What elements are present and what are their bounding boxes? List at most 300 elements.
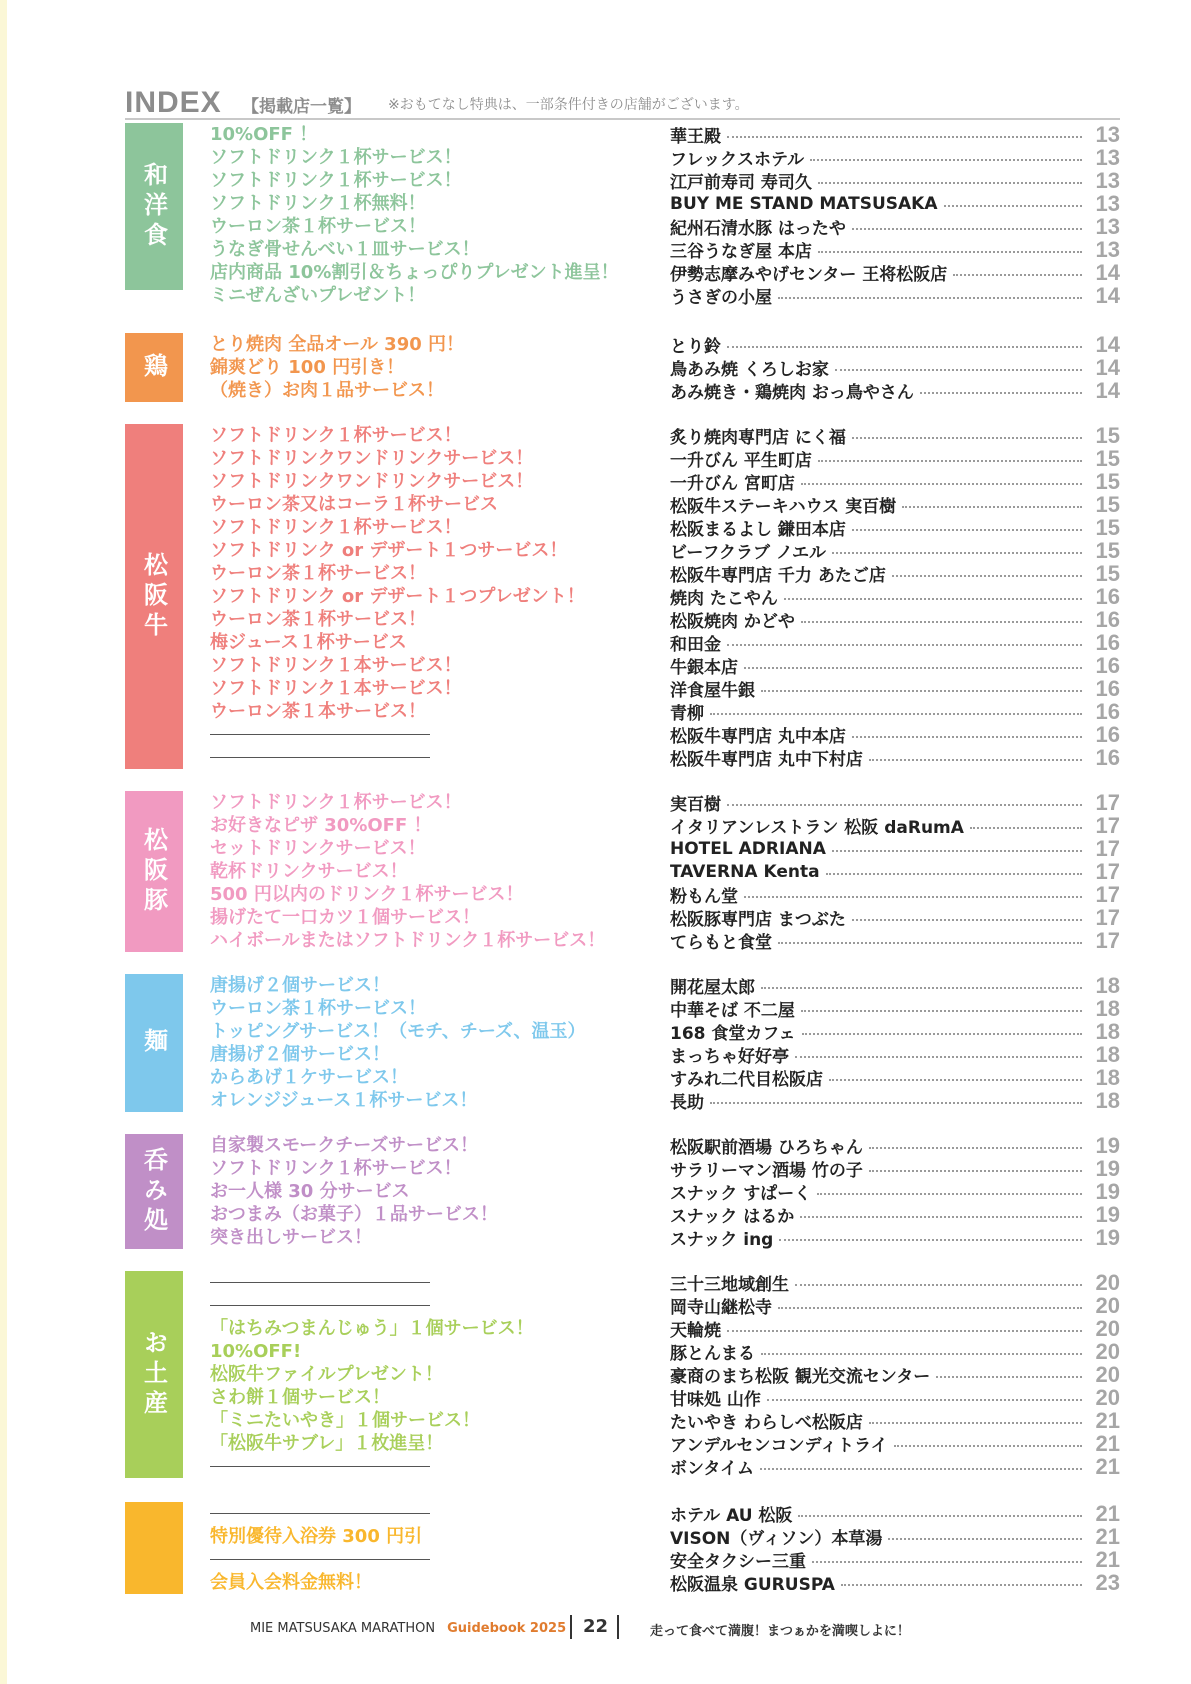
- offer: 唐揚げ２個サービス！: [210, 1044, 390, 1065]
- page-number: 21: [1095, 1430, 1120, 1456]
- shop-row[interactable]: [670, 974, 1120, 997]
- offer: ソフトドリンク or デザート１つプレゼント！: [210, 586, 585, 607]
- leader-dots: [795, 1056, 1082, 1058]
- page-number: 17: [1095, 789, 1120, 815]
- shop-name: 一升びん 宮町店: [670, 474, 795, 494]
- shop-name: フレックスホテル: [670, 150, 805, 170]
- offer: ソフトドリンクワンドリンクサービス！: [210, 448, 534, 469]
- shop-row[interactable]: [670, 883, 1120, 906]
- offer: （焼き）お肉１品サービス！: [210, 380, 444, 401]
- page-number: 14: [1095, 282, 1120, 308]
- shop-row[interactable]: [670, 1455, 1120, 1478]
- page-number: 15: [1095, 537, 1120, 563]
- leader-dots: [869, 1147, 1082, 1149]
- footer-slogan: 走って食べて満腹！まつぁかを満喫しよに！: [650, 1624, 910, 1639]
- index-subtitle: 【掲載店一覧】: [242, 97, 361, 117]
- shop-name: 実百樹: [670, 795, 721, 815]
- offer: ソフトドリンク１杯サービス！: [210, 792, 462, 813]
- shop-row[interactable]: [670, 677, 1120, 700]
- leader-dots: [812, 1561, 1082, 1563]
- shop-name: 和田金: [670, 635, 721, 655]
- leader-dots: [801, 483, 1082, 485]
- shop-name: まっちゃ好好亭: [670, 1047, 789, 1067]
- shop-row[interactable]: [670, 379, 1120, 402]
- category-tab-miyage: [125, 1271, 183, 1478]
- shop-name: 焼肉 たこやん: [670, 589, 778, 609]
- offer: ソフトドリンク１杯サービス！: [210, 147, 462, 168]
- leader-dots: [784, 598, 1082, 600]
- footer-divider: [617, 1615, 619, 1639]
- leader-dots: [835, 369, 1082, 371]
- page-number: 20: [1095, 1292, 1120, 1318]
- offer: 突き出しサービス！: [210, 1227, 372, 1248]
- leader-dots: [727, 644, 1082, 646]
- offer: 特別優待入浴券 300 円引: [210, 1526, 423, 1547]
- offer: お好きなピザ 30%OFF ！: [210, 815, 432, 836]
- leader-dots: [727, 804, 1082, 806]
- shop-row[interactable]: [670, 1203, 1120, 1226]
- shop-name: 岡寺山継松寺: [670, 1298, 772, 1318]
- page-number: 18: [1095, 972, 1120, 998]
- shop-row[interactable]: [670, 585, 1120, 608]
- shop-list: [670, 1134, 1120, 1249]
- shop-name: たいやき わらしべ松阪店: [670, 1413, 863, 1433]
- offer: ウーロン茶１杯サービス！: [210, 216, 426, 237]
- offer: ミニぜんざいプレゼント！: [210, 285, 426, 306]
- leader-dots: [761, 690, 1082, 692]
- shop-name: 安全タクシー三重: [670, 1552, 806, 1572]
- leader-dots: [800, 1216, 1082, 1218]
- shop-row[interactable]: [670, 631, 1120, 654]
- offer: 10%OFF!: [210, 1341, 302, 1362]
- leader-dots: [760, 1468, 1082, 1470]
- shop-row[interactable]: [670, 1317, 1120, 1340]
- offer: ソフトドリンクワンドリンクサービス！: [210, 471, 534, 492]
- shop-name: 中華そば 不二屋: [670, 1001, 795, 1021]
- shop-row[interactable]: [670, 123, 1120, 146]
- shop-row[interactable]: [670, 493, 1120, 516]
- leader-dots: [710, 713, 1082, 715]
- leader-dots: [778, 1307, 1082, 1309]
- offer: 店内商品 10%割引＆ちょっぴりプレゼント進呈！: [210, 262, 619, 283]
- shop-row[interactable]: [670, 1363, 1120, 1386]
- shop-list: [670, 424, 1120, 769]
- shop-name: 開花屋太郎: [670, 978, 755, 998]
- offer: うなぎ骨せんべい１皿サービス！: [210, 239, 480, 260]
- section-buta: [125, 791, 1120, 952]
- shop-row[interactable]: [670, 1157, 1120, 1180]
- page-number: 20: [1095, 1384, 1120, 1410]
- offer: ソフトドリンク１杯サービス！: [210, 517, 462, 538]
- leader-dots: [818, 251, 1082, 253]
- shop-name: 松阪牛専門店 丸中下村店: [670, 750, 863, 770]
- offer: 唐揚げ２個サービス！: [210, 975, 390, 996]
- shop-name: スナック すぱーく: [670, 1184, 812, 1204]
- shop-row[interactable]: [670, 333, 1120, 356]
- shop-row[interactable]: [670, 654, 1120, 677]
- category-tab-washoku: [125, 123, 183, 290]
- offer: 500 円以内のドリンク１杯サービス！: [210, 884, 524, 905]
- page-footer: [0, 1615, 1191, 1645]
- index-header: [125, 86, 1120, 120]
- offer: 松阪牛ファイルプレゼント！: [210, 1364, 443, 1385]
- shop-name: 粉もん堂: [670, 887, 738, 907]
- footer-divider: [570, 1615, 572, 1639]
- page-number: 21: [1095, 1407, 1120, 1433]
- page-number: 15: [1095, 445, 1120, 471]
- leader-dots: [888, 1538, 1082, 1540]
- category-label: 和洋食: [139, 161, 168, 252]
- leader-dots: [869, 759, 1082, 761]
- shop-row[interactable]: [670, 447, 1120, 470]
- shop-row[interactable]: [670, 238, 1120, 261]
- page-number: 13: [1095, 121, 1120, 147]
- shop-row[interactable]: [670, 1043, 1120, 1066]
- offer: ウーロン茶１本サービス！: [210, 701, 426, 722]
- shop-name: とり鈴: [670, 337, 721, 357]
- shop-name: イタリアンレストラン 松阪 daRumA: [670, 818, 964, 838]
- leader-dots: [852, 228, 1082, 230]
- page-number: 16: [1095, 583, 1120, 609]
- offer: ソフトドリンク１本サービス！: [210, 678, 462, 699]
- shop-row[interactable]: [670, 1020, 1120, 1043]
- shop-row[interactable]: [670, 700, 1120, 723]
- shop-row[interactable]: [670, 562, 1120, 585]
- leader-dots: [902, 506, 1082, 508]
- offer: おつまみ（お菓子）１品サービス！: [210, 1204, 498, 1225]
- shop-name: 炙り焼肉専門店 にく福: [670, 428, 846, 448]
- shop-row[interactable]: [670, 1548, 1120, 1571]
- shop-row[interactable]: [670, 837, 1120, 860]
- index-note: ※おもてなし特典は、一部条件付きの店舗がございます。: [388, 97, 749, 113]
- shop-name: ホテル AU 松阪: [670, 1506, 793, 1526]
- offer: 「ミニたいやき」１個サービス！: [210, 1410, 480, 1431]
- shop-name: ボンタイム: [670, 1459, 754, 1479]
- shop-name: BUY ME STAND MATSUSAKA: [670, 193, 938, 214]
- category-label: 麺: [139, 1028, 168, 1058]
- section-other: [125, 1502, 1120, 1594]
- leader-dots: [798, 1515, 1082, 1517]
- page-number: 14: [1095, 377, 1120, 403]
- shop-row[interactable]: [670, 1571, 1120, 1594]
- category-tab-tori: [125, 333, 183, 402]
- leader-dots: [818, 460, 1082, 462]
- shop-list: [670, 974, 1120, 1112]
- leader-dots: [779, 1239, 1082, 1241]
- page-number: 16: [1095, 629, 1120, 655]
- page-edge: [0, 0, 7, 1684]
- page-number: 15: [1095, 514, 1120, 540]
- shop-row[interactable]: [670, 169, 1120, 192]
- category-label: 鶏: [139, 352, 168, 383]
- shop-name: 松阪豚専門店 まつぶた: [670, 910, 846, 930]
- shop-name: スナック はるか: [670, 1207, 795, 1227]
- shop-name: サラリーマン酒場 竹の子: [670, 1161, 863, 1181]
- leader-dots: [801, 621, 1082, 623]
- category-tab-gyu: [125, 424, 183, 769]
- shop-name: すみれ二代目松阪店: [670, 1070, 823, 1090]
- shop-name: てらもと食堂: [670, 933, 772, 953]
- shop-name: 青柳: [670, 704, 704, 724]
- offer: 10%OFF ！: [210, 124, 318, 145]
- shop-name: 三谷うなぎ屋 本店: [670, 242, 812, 262]
- leader-dots: [818, 182, 1082, 184]
- leader-dots: [826, 873, 1082, 875]
- shop-row[interactable]: [670, 539, 1120, 562]
- page-number: 20: [1095, 1361, 1120, 1387]
- shop-list: [670, 1271, 1120, 1478]
- leader-dots: [841, 1584, 1082, 1586]
- shop-name: 紀州石清水豚 はったや: [670, 219, 846, 239]
- shop-row[interactable]: [670, 215, 1120, 238]
- offer: ソフトドリンク or デザート１つサービス！: [210, 540, 568, 561]
- shop-row[interactable]: [670, 1066, 1120, 1089]
- shop-row[interactable]: [670, 516, 1120, 539]
- shop-row[interactable]: [670, 906, 1120, 929]
- shop-name: 松阪牛専門店 千力 あたご店: [670, 566, 886, 586]
- shop-name: 甘味処 山作: [670, 1390, 761, 1410]
- shop-name: TAVERNA Kenta: [670, 861, 820, 882]
- leader-dots: [936, 1376, 1082, 1378]
- leader-dots: [970, 827, 1082, 829]
- shop-row[interactable]: [670, 146, 1120, 169]
- shop-list: [670, 791, 1120, 952]
- page-number: 21: [1095, 1546, 1120, 1572]
- offer: オレンジジュース１杯サービス！: [210, 1090, 478, 1111]
- leader-dots: [832, 850, 1082, 852]
- shop-row[interactable]: [670, 424, 1120, 447]
- shop-row[interactable]: [670, 470, 1120, 493]
- offer: ソフトドリンク１杯サービス！: [210, 170, 462, 191]
- category-tab-nomi: [125, 1134, 183, 1249]
- shop-name: 一升びん 平生町店: [670, 451, 812, 471]
- shop-row[interactable]: [670, 860, 1120, 883]
- page-number: 20: [1095, 1315, 1120, 1341]
- section-men: [125, 974, 1120, 1112]
- shop-name: 華王殿: [670, 127, 721, 147]
- shop-row[interactable]: [670, 1432, 1120, 1455]
- leader-dots: [795, 1284, 1082, 1286]
- shop-row[interactable]: [670, 791, 1120, 814]
- shop-name: あみ焼き・鶏焼肉 おっ鳥やさん: [670, 383, 914, 403]
- shop-name: 伊勢志摩みやげセンター 王将松阪店: [670, 265, 948, 285]
- leader-dots: [761, 1353, 1082, 1355]
- page-number: 18: [1095, 1064, 1120, 1090]
- category-label: お土産: [139, 1329, 168, 1420]
- shop-row[interactable]: [670, 261, 1120, 284]
- page-number: 19: [1095, 1155, 1120, 1181]
- page-number: 15: [1095, 422, 1120, 448]
- section-nomi: [125, 1134, 1120, 1249]
- page-number: 21: [1095, 1523, 1120, 1549]
- leader-dots: [894, 1445, 1082, 1447]
- section-miyage: [125, 1271, 1120, 1478]
- offer: 梅ジュース１杯サービス: [210, 632, 407, 653]
- category-label: 松阪牛: [139, 551, 168, 642]
- shop-name: 江戸前寿司 寿司久: [670, 173, 812, 193]
- page-number: 16: [1095, 675, 1120, 701]
- shop-row[interactable]: [670, 1134, 1120, 1157]
- leader-dots: [944, 205, 1082, 207]
- shop-row[interactable]: [670, 929, 1120, 952]
- section-washoku: [125, 121, 1120, 308]
- offer: お一人様 30 分サービス: [210, 1181, 410, 1202]
- category-label: 呑み処: [139, 1146, 168, 1237]
- shop-name: 豚とんまる: [670, 1344, 755, 1364]
- shop-row[interactable]: [670, 814, 1120, 837]
- offer: さわ餅１個サービス！: [210, 1387, 390, 1408]
- footer-guidebook: Guidebook 2025: [447, 1621, 567, 1636]
- offer: ウーロン茶１杯サービス！: [210, 998, 426, 1019]
- page-number: 17: [1095, 835, 1120, 861]
- section-tori: [125, 333, 1120, 402]
- category-tab-other: [125, 1502, 183, 1594]
- footer-page-number: 22: [583, 1616, 609, 1637]
- shop-row[interactable]: [670, 1271, 1120, 1294]
- shop-name: 松阪温泉 GURUSPA: [670, 1575, 835, 1595]
- shop-row[interactable]: [670, 608, 1120, 631]
- leader-dots: [920, 392, 1082, 394]
- shop-row[interactable]: [670, 1226, 1120, 1249]
- shop-row[interactable]: [670, 192, 1120, 215]
- offer: 乾杯ドリンクサービス！: [210, 861, 408, 882]
- shop-row[interactable]: [670, 356, 1120, 379]
- page-number: 23: [1095, 1569, 1120, 1595]
- offer: トッピングサービス！（モチ、チーズ、温玉）: [210, 1021, 586, 1042]
- page-number: 18: [1095, 1087, 1120, 1113]
- offer: 錦爽どり 100 円引き！: [210, 357, 405, 378]
- leader-dots: [852, 529, 1082, 531]
- offer: ウーロン茶１杯サービス！: [210, 609, 426, 630]
- page-number: 18: [1095, 995, 1120, 1021]
- page-number: 14: [1095, 354, 1120, 380]
- shop-name: アンデルセンコンディトライ: [670, 1436, 888, 1456]
- shop-name: VISON（ヴィソン）本草湯: [670, 1529, 883, 1549]
- page-number: 13: [1095, 167, 1120, 193]
- section-gyu: [125, 424, 1120, 769]
- offer: ウーロン茶又はコーラ１杯サービス: [210, 494, 498, 515]
- shop-row[interactable]: [670, 997, 1120, 1020]
- shop-list: [670, 123, 1120, 307]
- shop-name: ビーフクラブ ノエル: [670, 543, 827, 563]
- page-number: 14: [1095, 331, 1120, 357]
- leader-dots: [710, 1102, 1082, 1104]
- category-tab-men: [125, 974, 183, 1112]
- offer: ハイボールまたはソフトドリンク１杯サービス！: [210, 930, 606, 951]
- page-number: 16: [1095, 744, 1120, 770]
- page-number: 18: [1095, 1041, 1120, 1067]
- leader-dots: [852, 919, 1082, 921]
- offer: 自家製スモークチーズサービス！: [210, 1135, 479, 1156]
- shop-row[interactable]: [670, 1294, 1120, 1317]
- leader-dots: [778, 297, 1082, 299]
- offer: からあげ１ケサービス！: [210, 1067, 408, 1088]
- leader-dots: [802, 1033, 1082, 1035]
- page-number: 16: [1095, 652, 1120, 678]
- leader-dots: [744, 667, 1082, 669]
- page-number: 15: [1095, 468, 1120, 494]
- shop-row[interactable]: [670, 284, 1120, 307]
- page-number: 19: [1095, 1178, 1120, 1204]
- shop-name: 168 食堂カフェ: [670, 1024, 796, 1044]
- shop-name: 松阪牛ステーキハウス 実百樹: [670, 497, 897, 517]
- shop-row[interactable]: [670, 1502, 1120, 1525]
- page-number: 19: [1095, 1224, 1120, 1250]
- page-number: 17: [1095, 858, 1120, 884]
- leader-dots: [817, 1193, 1082, 1195]
- shop-name: スナック ing: [670, 1230, 774, 1250]
- leader-dots: [727, 346, 1082, 348]
- leader-dots: [852, 437, 1082, 439]
- shop-name: 鳥あみ焼 くろしお家: [670, 360, 829, 380]
- leader-dots: [727, 1330, 1082, 1332]
- page-number: 16: [1095, 606, 1120, 632]
- leader-dots: [892, 575, 1082, 577]
- shop-row[interactable]: [670, 1386, 1120, 1409]
- shop-name: 松阪駅前酒場 ひろちゃん: [670, 1138, 863, 1158]
- leader-dots: [767, 1399, 1082, 1401]
- page-number: 17: [1095, 927, 1120, 953]
- shop-name: HOTEL ADRIANA: [670, 838, 826, 859]
- page-number: 19: [1095, 1201, 1120, 1227]
- shop-name: うさぎの小屋: [670, 288, 772, 308]
- footer-marathon: MIE MATSUSAKA MARATHON: [250, 1621, 436, 1636]
- shop-row[interactable]: [670, 1089, 1120, 1112]
- shop-name: 松阪まるよし 鎌田本店: [670, 520, 846, 540]
- offer: ウーロン茶１杯サービス！: [210, 563, 426, 584]
- offer: とり焼肉 全品オール 390 円！: [210, 334, 465, 355]
- offer: 揚げたて一口カツ１個サービス！: [210, 907, 480, 928]
- shop-name: 松阪焼肉 かどや: [670, 612, 795, 632]
- shop-name: 豪商のまち松阪 観光交流センター: [670, 1367, 931, 1387]
- shop-row[interactable]: [670, 1180, 1120, 1203]
- leader-dots: [869, 1170, 1082, 1172]
- leader-dots: [727, 136, 1082, 138]
- shop-list: [670, 333, 1120, 402]
- leader-dots: [953, 274, 1082, 276]
- shop-name: 牛銀本店: [670, 658, 738, 678]
- leader-dots: [810, 159, 1082, 161]
- footer-publication: [250, 1621, 566, 1636]
- shop-list: [670, 1502, 1120, 1594]
- offer: ソフトドリンク１杯無料！: [210, 193, 426, 214]
- page-number: 17: [1095, 904, 1120, 930]
- category-tab-buta: [125, 791, 183, 952]
- shop-row[interactable]: [670, 1409, 1120, 1432]
- page-number: 19: [1095, 1132, 1120, 1158]
- index-title: INDEX: [125, 86, 222, 119]
- shop-row[interactable]: [670, 1525, 1120, 1548]
- shop-row[interactable]: [670, 746, 1120, 769]
- shop-row[interactable]: [670, 723, 1120, 746]
- page-number: 17: [1095, 881, 1120, 907]
- leader-dots: [761, 987, 1082, 989]
- page-number: 20: [1095, 1338, 1120, 1364]
- category-label: 松阪豚: [139, 826, 168, 917]
- page-number: 13: [1095, 236, 1120, 262]
- offer: セットドリンクサービス！: [210, 838, 426, 859]
- offer: ソフトドリンク１杯サービス！: [210, 1158, 462, 1179]
- shop-row[interactable]: [670, 1340, 1120, 1363]
- page-number: 13: [1095, 213, 1120, 239]
- leader-dots: [869, 1422, 1082, 1424]
- page-number: 13: [1095, 144, 1120, 170]
- page-number: 16: [1095, 721, 1120, 747]
- leader-dots: [778, 942, 1082, 944]
- offer: 「松阪牛サブレ」１枚進呈！: [210, 1433, 444, 1454]
- page-number: 21: [1095, 1500, 1120, 1526]
- page-number: 18: [1095, 1018, 1120, 1044]
